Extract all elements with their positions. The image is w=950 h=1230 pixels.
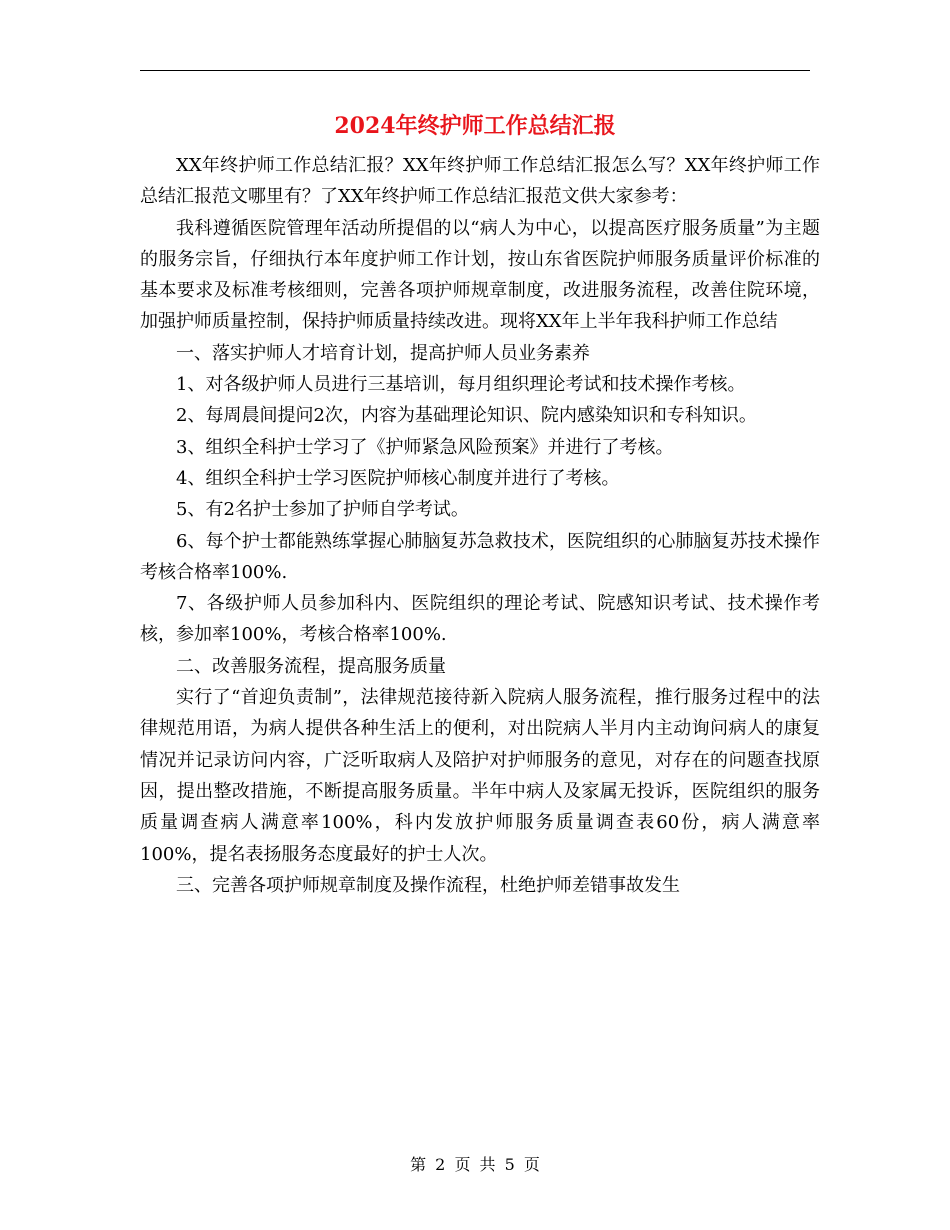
header-rule [140,70,810,71]
document-body [140,150,820,901]
list-item: 7、各级护师人员参加科内、医院组织的理论考试、院感知识考试、技术操作考核，参加率100%，考核合格率100%. [140,593,820,646]
list-item: 1、对各级护师人员进行三基培训，每月组织理论考试和技术操作考核。 [176,374,746,396]
list-item: 6、每个护士都能熟练掌握心肺脑复苏急救技术，医院组织的心肺脑复苏技术操作考核合格率100%. [140,530,820,583]
page-number: 第 2 页 共 5 页 [410,1155,540,1174]
list-item: 2、每周晨间提问2次，内容为基础理论知识、院内感染知识和专科知识。 [176,405,757,427]
paragraph-intro: XX年终护师工作总结汇报？XX年终护师工作总结汇报怎么写？XX年终护师工作总结汇报范文哪里有？了XX年终护师工作总结汇报范文供大家参考： [140,155,820,208]
paragraph-overview: 我科遵循医院管理年活动所提倡的以“病人为中心，以提高医疗服务质量”为主题的服务宗旨，仔细执行本年度护师工作计划，按山东省医院护师服务质量评价标准的基本要求及标准考核细则，完善各项护师规章制度，改进服务流程，改善住院环境，加强护师质量控制，保持护师质量持续改进。现将XX年上半年我科护师工作总结 [140,217,820,333]
section-heading-2: 二、改善服务流程，提高服务质量 [176,655,446,677]
section-heading-1: 一、落实护师人才培育计划，提高护师人员业务素养 [176,342,590,364]
list-item: 4、组织全科护士学习医院护师核心制度并进行了考核。 [176,467,620,489]
section-heading-3: 三、完善各项护师规章制度及操作流程，杜绝护师差错事故发生 [176,874,680,896]
document-title: 2024年终护师工作总结汇报 [334,113,616,139]
list-item: 5、有2名护士参加了护师自学考试。 [176,499,469,521]
paragraph-service: 实行了“首迎负责制”，法律规范接待新入院病人服务流程，推行服务过程中的法律规范用语，为病人提供各种生活上的便利，对出院病人半月内主动询问病人的康复情况并记录访问内容，广泛听取病人及陪护对护师服务的意见，对存在的问题查找原因，提出整改措施，不断提高服务质量。半年中病人及家属无投诉，医院组织的服务质量调查病人满意率100%，科内发放护师服务质量调查表60份，病人满意率100%，提名表扬服务态度最好的护士人次。 [140,687,820,865]
list-item: 3、组织全科护士学习了《护师紧急风险预案》并进行了考核。 [176,436,674,458]
